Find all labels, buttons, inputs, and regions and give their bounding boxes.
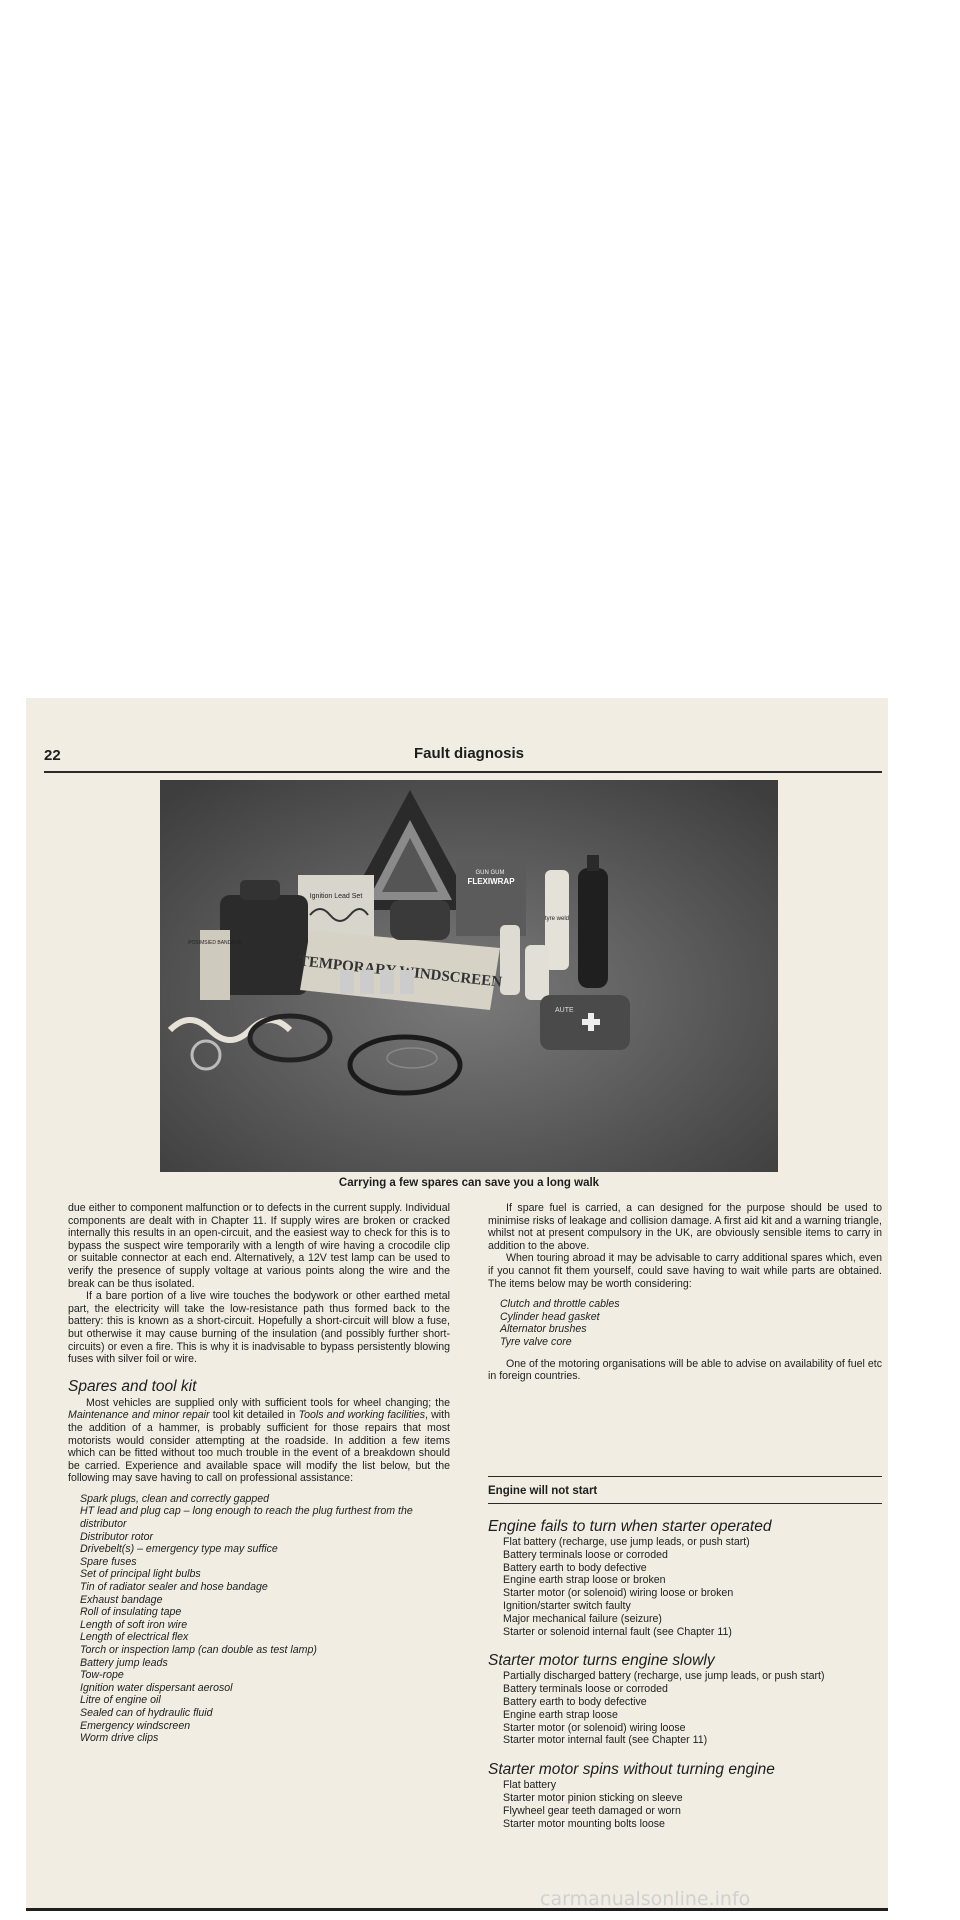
list-item: HT lead and plug cap – long enough to reach the plug furthest from the distributor — [80, 1505, 413, 1531]
list-item: Starter motor internal fault (see Chapter 11) — [503, 1734, 708, 1747]
spares-paragraph — [68, 1397, 450, 1485]
list-item: Battery terminals loose or corroded — [503, 1548, 668, 1561]
list-item: Starter motor mounting bolts loose — [503, 1817, 665, 1830]
spares-text-1: Most vehicles are supplied only with sufficient tools for wheel changing; the — [86, 1396, 450, 1409]
torch — [390, 900, 450, 940]
page-number: 22 — [44, 747, 61, 764]
fault-heading: Engine fails to turn when starter operated — [488, 1518, 772, 1535]
list-item: Starter motor (or solenoid) wiring loose or broken — [503, 1587, 734, 1600]
spares-photo — [160, 780, 778, 1172]
blank-area — [0, 0, 960, 698]
fault-list — [488, 1536, 882, 1638]
right-paragraph-3: One of the motoring organisations will be able to advise on availability of fuel etc in foreign countries. — [488, 1357, 882, 1383]
list-item: Alternator brushes — [500, 1323, 587, 1336]
list-item: Flat battery — [503, 1779, 556, 1792]
touring-spares-list — [488, 1298, 882, 1348]
windscreen-label: TEMPORARY WINDSCREEN — [298, 953, 503, 991]
list-item: Tow-rope — [80, 1669, 124, 1682]
oil-bottle — [578, 855, 608, 988]
list-item: Worm drive clips — [80, 1732, 159, 1745]
list-item: Tin of radiator sealer and hose bandage — [80, 1581, 268, 1594]
list-item: Litre of engine oil — [80, 1694, 161, 1707]
spares-heading: Spares and tool kit — [68, 1377, 197, 1395]
list-item: Distributor rotor — [80, 1530, 153, 1543]
list-item: Engine earth strap loose or broken — [503, 1574, 666, 1587]
running-title: Fault diagnosis — [414, 745, 525, 762]
list-item: Battery jump leads — [80, 1656, 168, 1669]
list-item: Torch or inspection lamp (can double as test lamp) — [80, 1644, 317, 1656]
spares-text-2: tool kit detailed in — [209, 1409, 299, 1422]
list-item: Emergency windscreen — [80, 1719, 191, 1732]
list-item: Battery terminals loose or corroded — [503, 1683, 668, 1696]
list-item: Partially discharged battery (recharge, use jump leads, or push start) — [503, 1670, 825, 1683]
right-column — [488, 1202, 882, 1383]
left-paragraph-1: due either to component malfunction or to defects in the current supply. Individual components are dealt with in Chapter 11. If supply wires are broken or cracked internally this results in an open-circuit, and the easiest way to check for this is to bypass the suspect wire temporarily with a length of wire having a crocodile clip or suitable connector at each end. Alternatively, a 12V test lamp can be used to verify the presence of supply voltage at various points along the wire and the break can be thus isolated. — [68, 1202, 450, 1290]
fuel-can — [220, 880, 308, 995]
list-item: Starter or solenoid internal fault (see Chapter 11) — [503, 1625, 732, 1638]
right-paragraph-2: When touring abroad it may be advisable to carry additional spares which, even if you cannot fit them yourself, could save having to wait while parts are obtained. The items below may be worth considering: — [488, 1252, 882, 1290]
section-rule — [488, 1503, 882, 1504]
first-aid-label: AUTE — [555, 1007, 574, 1014]
lead-set-label: Ignition Lead Set — [309, 893, 363, 900]
gun-gum-label: GUN GUM — [475, 870, 505, 876]
list-item: Major mechanical failure (seizure) — [503, 1612, 662, 1625]
list-item: Length of electrical flex — [80, 1631, 189, 1644]
fault-heading: Starter motor spins without turning engine — [488, 1761, 775, 1779]
list-item: Engine earth strap loose — [503, 1708, 618, 1721]
list-item: Ignition/starter switch faulty — [503, 1599, 631, 1612]
list-item: Cylinder head gasket — [500, 1310, 600, 1323]
list-item: Spark plugs, clean and correctly gapped — [80, 1492, 270, 1505]
list-item: Flywheel gear teeth damaged or worn — [503, 1804, 681, 1817]
spares-list — [68, 1493, 450, 1745]
first-aid-kit — [540, 995, 630, 1050]
fault-heading: Starter motor turns engine slowly — [488, 1652, 715, 1670]
list-item: Set of principal light bulbs — [80, 1568, 201, 1581]
list-item: Sealed can of hydraulic fluid — [80, 1706, 213, 1719]
list-item: Flat battery (recharge, use jump leads, or push start) — [503, 1536, 750, 1548]
list-item: Roll of insulating tape — [80, 1606, 182, 1619]
spares-text-3: , with the addition of a hammer, is probably sufficient for those repairs that most motorists would consider attempting at the roadside. In addition a few items which can be fitted without too much trouble in the event of a breakdown should be carried. Experience and available space will modify the list below, but the following may save having to call on professional assistance: — [68, 1409, 450, 1485]
tyre-weld-label: tyre weld — [544, 916, 570, 922]
header-rule — [44, 771, 882, 773]
flexiwrap-label: FLEXIWRAP — [467, 877, 515, 886]
list-item: Drivebelt(s) – emergency type may suffice — [80, 1543, 278, 1556]
list-item: Exhaust bandage — [80, 1593, 163, 1606]
list-item: Starter motor pinion sticking on sleeve — [503, 1791, 683, 1804]
fault-list — [488, 1779, 882, 1830]
flexiwrap-pack — [456, 860, 526, 936]
spares-italic-1: Maintenance and minor repair — [68, 1409, 210, 1422]
list-item: Clutch and throttle cables — [500, 1298, 620, 1311]
watermark: carmanualsonline.info — [540, 1888, 751, 1910]
list-item: Starter motor (or solenoid) wiring loose — [503, 1721, 686, 1734]
left-column — [68, 1202, 450, 1745]
engine-section-title: Engine will not start — [488, 1485, 598, 1497]
list-item: Battery earth to body defective — [503, 1695, 647, 1708]
list-item: Battery earth to body defective — [503, 1561, 647, 1574]
figure-caption: Carrying a few spares can save you a long walk — [338, 1177, 600, 1189]
list-item: Ignition water dispersant aerosol — [80, 1681, 233, 1694]
right-paragraph-1: If spare fuel is carried, a can designed for the purpose should be used to minimise risks of leakage and collision damage. A first aid kit and a warning triangle, whilst not at present compulsory in the UK, are obviously sensible items to carry in addition to the above. — [488, 1202, 882, 1252]
fault-list — [488, 1670, 882, 1747]
bandage-label: POSIMSIED BANDAGE — [188, 940, 242, 946]
list-item: Tyre valve core — [500, 1335, 572, 1348]
spares-italic-2: Tools and working facilities — [298, 1409, 425, 1422]
left-paragraph-2: If a bare portion of a live wire touches the bodywork or other earthed metal part, the electricity will take the low-resistance path thus formed back to the battery: this is known as a short-circuit. Hopefully a short-circuit will blow a fuse, but otherwise it may cause burning of the insulation (and possibly further short-circuits) or even a fire. This is why it is inadvisable to bypass persistently blowing fuses with silver foil or wire. — [68, 1290, 450, 1366]
list-item: Length of soft iron wire — [80, 1618, 188, 1631]
engine-section — [488, 1476, 882, 1830]
list-item: Spare fuses — [80, 1555, 137, 1568]
bottom-rule — [26, 1908, 888, 1911]
spares-photo-illustration — [160, 780, 778, 1172]
